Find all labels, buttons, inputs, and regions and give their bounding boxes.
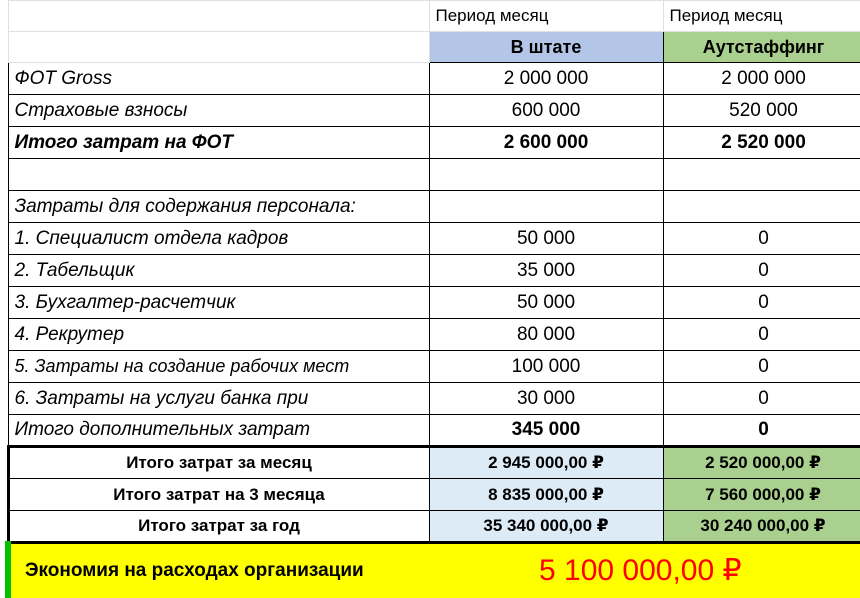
extra-total-row (8, 415, 860, 447)
total-label[interactable]: Итого затрат за год (8, 511, 429, 543)
economy-value[interactable]: 5 100 000,00 ₽ (429, 543, 860, 598)
staff-value[interactable]: 2 000 000 (429, 63, 663, 95)
section-title[interactable]: Затраты для содержания персонала: (8, 191, 429, 223)
empty-cell[interactable] (8, 32, 429, 63)
staff-value[interactable]: 2 600 000 (429, 127, 663, 159)
row-label[interactable]: 5. Затраты на создание рабочих мест (8, 351, 429, 383)
staff-value[interactable]: 30 000 (429, 383, 663, 415)
outstaff-value[interactable]: 0 (663, 255, 860, 287)
outstaff-value[interactable]: 0 (663, 223, 860, 255)
empty-cell[interactable] (429, 159, 663, 191)
outstaff-value[interactable]: 0 (663, 415, 860, 447)
total-quarter-row (8, 479, 860, 511)
staff-total[interactable]: 8 835 000,00 ₽ (429, 479, 663, 511)
row-label[interactable]: 2. Табельщик (8, 255, 429, 287)
economy-row (8, 543, 860, 598)
staff-value[interactable]: 345 000 (429, 415, 663, 447)
outstaff-total[interactable]: 30 240 000,00 ₽ (663, 511, 860, 543)
extra-cost-row (8, 223, 860, 255)
column-title-row (8, 32, 860, 63)
outstaff-total[interactable]: 2 520 000,00 ₽ (663, 447, 860, 479)
staff-total[interactable]: 35 340 000,00 ₽ (429, 511, 663, 543)
row-label[interactable]: 6. Затраты на услуги банка при (8, 383, 429, 415)
staff-value[interactable]: 50 000 (429, 287, 663, 319)
empty-cell[interactable] (663, 159, 860, 191)
row-label[interactable]: Страховые взносы (8, 95, 429, 127)
empty-cell[interactable] (8, 159, 429, 191)
total-month-row (8, 447, 860, 479)
payroll-row (8, 95, 860, 127)
extra-cost-row (8, 383, 860, 415)
row-label[interactable]: 1. Специалист отдела кадров (8, 223, 429, 255)
row-label[interactable]: ФОТ Gross (8, 63, 429, 95)
outstaff-value[interactable]: 0 (663, 319, 860, 351)
blank-row (8, 159, 860, 191)
outstaff-value[interactable]: 2 000 000 (663, 63, 860, 95)
payroll-row (8, 63, 860, 95)
outstaff-value[interactable]: 0 (663, 287, 860, 319)
staff-value[interactable]: 100 000 (429, 351, 663, 383)
staff-value[interactable]: 35 000 (429, 255, 663, 287)
empty-cell[interactable] (8, 1, 429, 32)
extra-cost-row (8, 351, 860, 383)
outstaff-value[interactable]: 520 000 (663, 95, 860, 127)
empty-cell[interactable] (663, 191, 860, 223)
outstaff-total[interactable]: 7 560 000,00 ₽ (663, 479, 860, 511)
extra-cost-row (8, 319, 860, 351)
staff-value[interactable]: 600 000 (429, 95, 663, 127)
extra-cost-row (8, 287, 860, 319)
period-row (8, 1, 860, 32)
empty-cell[interactable] (429, 191, 663, 223)
staff-value[interactable]: 80 000 (429, 319, 663, 351)
outstaff-value[interactable]: 2 520 000 (663, 127, 860, 159)
section-title-row (8, 191, 860, 223)
row-label[interactable]: 3. Бухгалтер-расчетчик (8, 287, 429, 319)
row-label[interactable]: 4. Рекрутер (8, 319, 429, 351)
payroll-total-row (8, 127, 860, 159)
period-label-outstaff[interactable]: Период месяц (663, 1, 860, 32)
staff-total[interactable]: 2 945 000,00 ₽ (429, 447, 663, 479)
economy-label[interactable]: Экономия на расходах организации (8, 543, 429, 598)
outstaff-column-header[interactable]: Аутстаффинг (663, 32, 860, 63)
outstaff-value[interactable]: 0 (663, 383, 860, 415)
total-label[interactable]: Итого затрат на 3 месяца (8, 479, 429, 511)
staff-column-header[interactable]: В штате (429, 32, 663, 63)
total-label[interactable]: Итого затрат за месяц (8, 447, 429, 479)
total-year-row (8, 511, 860, 543)
period-label-staff[interactable]: Период месяц (429, 1, 663, 32)
row-label[interactable]: Итого дополнительных затрат (8, 415, 429, 447)
cost-comparison-table (5, 0, 860, 598)
staff-value[interactable]: 50 000 (429, 223, 663, 255)
row-label[interactable]: Итого затрат на ФОТ (8, 127, 429, 159)
extra-cost-row (8, 255, 860, 287)
outstaff-value[interactable]: 0 (663, 351, 860, 383)
